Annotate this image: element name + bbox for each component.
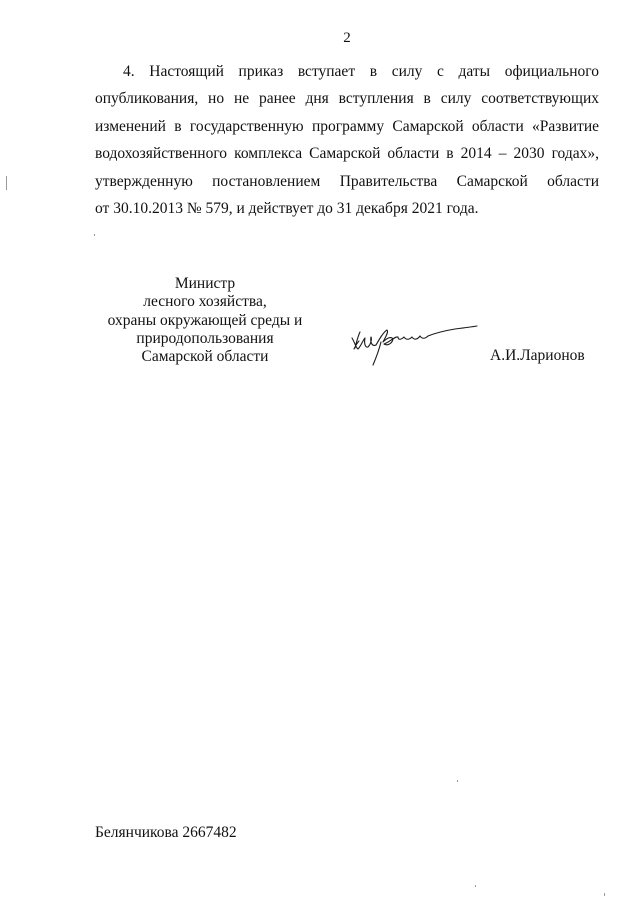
handwritten-signature [343, 318, 483, 368]
executor-contact: Белянчикова 2667482 [95, 824, 237, 841]
scan-speck [475, 885, 476, 887]
paragraph-line: 4. Настоящий приказ вступает в силу с даты официального [123, 63, 599, 80]
position-line: природопользования [136, 329, 274, 347]
scan-speck [94, 234, 95, 236]
paragraph-line: от 30.10.2013 № 579, и действует до 31 декабря 2021 года. [95, 200, 479, 218]
page-number: 2 [343, 30, 351, 46]
position-line: Самарской области [141, 348, 269, 366]
paragraph-line: водохозяйственного комплекса Самарской области в 2014 – 2030 годах», [95, 145, 599, 163]
scan-speck [457, 780, 458, 782]
signatory-position [95, 275, 315, 366]
order-paragraph [95, 58, 599, 222]
position-line: Министр [174, 275, 236, 292]
scan-speck [604, 893, 605, 896]
signer-name: А.И.Ларионов [490, 347, 585, 364]
position-line: охраны окружающей среды и [107, 311, 303, 329]
scan-speck [6, 176, 7, 190]
paragraph-line: утвержденную постановлением Правительства Самарской области [95, 172, 599, 190]
position-line: лесного хозяйства, [143, 293, 267, 311]
paragraph-line: изменений в государственную программу Самарской области «Развитие [95, 117, 599, 135]
paragraph-line: опубликования, но не ранее дня вступления в силу соответствующих [95, 90, 599, 108]
